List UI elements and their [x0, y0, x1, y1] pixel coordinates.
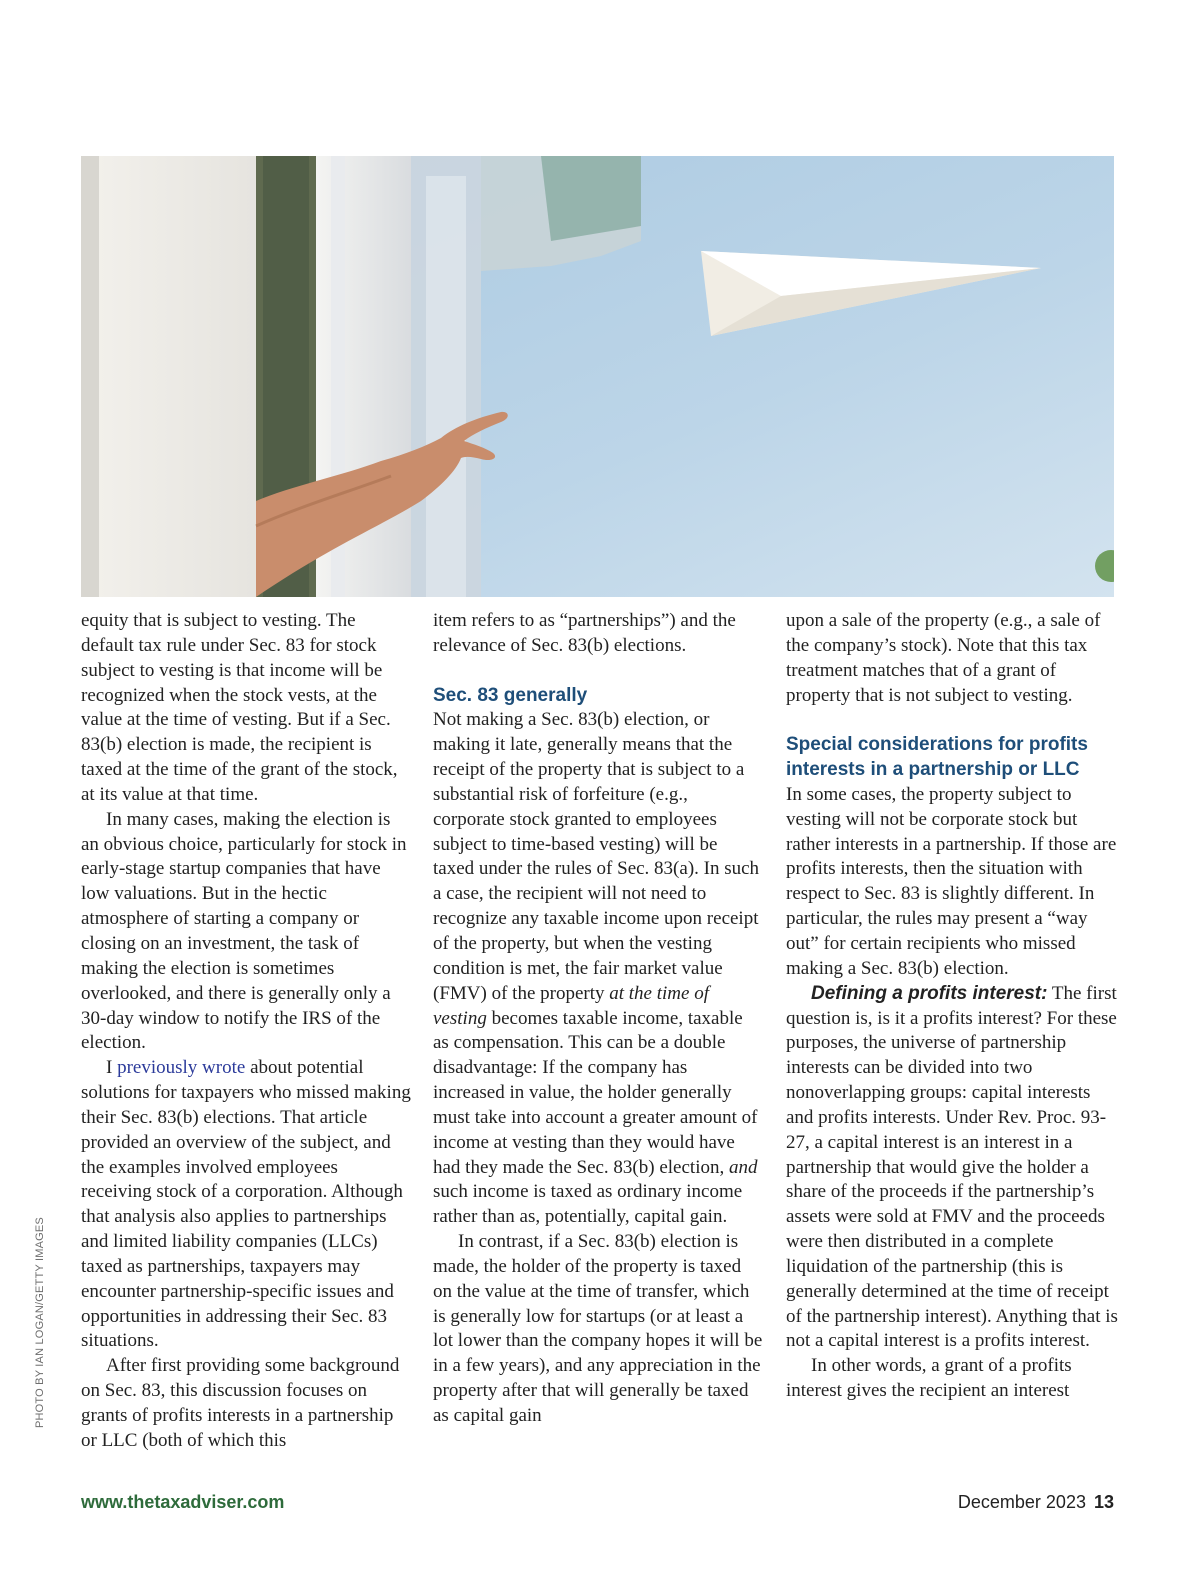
paragraph: In some cases, the property subject to vesting will not be corporate stock but rather interests in a partnership. If those are profits interests, then the situation with respect to Sec. 83 is slightly different. In particular, the rules may present a “way out” for certain recipients who missed making a Sec. 83(b) election. [786, 783, 1117, 979]
emphasis: at the time of vesting [433, 982, 709, 1029]
paragraph-text: The first question is, is it a profits interest? For these purposes, the universe of partnership interests can be divided into two nonoverlapping groups: capital interests and profits interests. Under Rev. Proc. 93-27, a capital interest is an interest in a partnership that would give the holder a share of the proceeds if the partnership’s assets were sold at FMV and the proceeds were then distributed in a complete liquidation of the partnership (this is generally determined at the time of receipt of the partnership interest). Anything that is not a capital interest is a profits interest. [786, 982, 1118, 1352]
text-column-2 [433, 609, 763, 1429]
paragraph: In other words, a grant of a profits interest gives the recipient an interest [786, 1355, 1072, 1402]
paragraph-text: Not making a Sec. 83(b) election, or making it late, generally means that the receipt of the property that is subject to a substantial risk of forfeiture (e.g., corporate stock granted to employees subject to time-based vesting) will be taxed under the rules of Sec. 83(a). In such a case, the recipient will not need to recognize any taxable income upon receipt of the property, but when the vesting condition is met, the fair market value (FMV) of the property [433, 709, 760, 1004]
emphasis: and [728, 1156, 758, 1178]
issue-date: December 2023 [957, 1492, 1086, 1512]
paragraph: In contrast, if a Sec. 83(b) election is made, the holder of the property is taxed on the value at the time of transfer, which is generally low for startups (or at least a lot lower than the company hopes it will be in a few years), and any appreciation in the property after that will generally be taxed as capital gain [433, 1231, 763, 1426]
run-in-heading: Defining a profits interest: [811, 982, 1048, 1004]
section-heading: Sec. 83 generally [433, 684, 588, 706]
paragraph-text: about potential solutions for taxpayers who missed making their Sec. 83(b) elections. That article provided an overview of the subject, and the examples involved employees receiving stock of a corporation. Although that analysis also applies to partnerships and limited liability companies (LLCs) taxed as partnerships, taxpayers may encounter partnership-specific issues and opportunities in addressing their Sec. 83 situations. [81, 1057, 411, 1352]
paragraph-text: becomes taxable income, taxable as compensation. This can be a double disadvantage: If the company has increased in value, the holder generally must take into account a greater amount of income at vesting than they would have had they made the Sec. 83(b) election, [433, 1007, 758, 1178]
paragraph-text: such income is taxed as ordinary income rather than as, potentially, capital gain. [433, 1181, 743, 1228]
text-column-3 [786, 609, 1118, 1404]
page-number: 13 [1093, 1492, 1114, 1512]
paragraph [433, 708, 763, 1230]
issue-date-and-page [958, 1492, 1114, 1513]
section-heading: Special considerations for profits interests in a partnership or LLC [786, 734, 1088, 781]
paragraph: upon a sale of the property (e.g., a sale of the company’s stock). Note that this tax treatment matches that of a grant of property that is not subject to vesting. [786, 610, 1101, 706]
paragraph [786, 982, 1118, 1355]
paragraph: item refers to as “partnerships”) and the relevance of Sec. 83(b) elections. [433, 610, 736, 656]
paragraph [81, 1056, 411, 1354]
paragraph: equity that is subject to vesting. The default tax rule under Sec. 83 for stock subject to vesting is that income will be recognized when the stock vests, at the value at the time of vesting. But if a Sec. 83(b) election is made, the recipient is taxed at the time of the grant of the stock, at its value at that time. [81, 610, 398, 805]
paper-airplane-photo [81, 156, 1114, 597]
photo-credit: PHOTO BY IAN LOGAN/GETTY IMAGES [34, 1217, 46, 1428]
text-column-1 [81, 609, 411, 1454]
previously-wrote-link[interactable]: previously wrote [117, 1057, 246, 1079]
paragraph-text: I [106, 1057, 118, 1079]
hero-photo [81, 156, 1114, 597]
paragraph: In many cases, making the election is an obvious choice, particularly for stock in early-stage startup companies that have low valuations. But in the hectic atmosphere of starting a company or closing on an investment, the task of making the election is sometimes overlooked, and there is generally only a 30-day window to notify the IRS of the election. [81, 808, 407, 1054]
paragraph: After first providing some background on Sec. 83, this discussion focuses on grants of profits interests in a partnership or LLC (both of which this [81, 1355, 400, 1451]
website-link[interactable]: www.thetaxadviser.com [81, 1492, 285, 1512]
